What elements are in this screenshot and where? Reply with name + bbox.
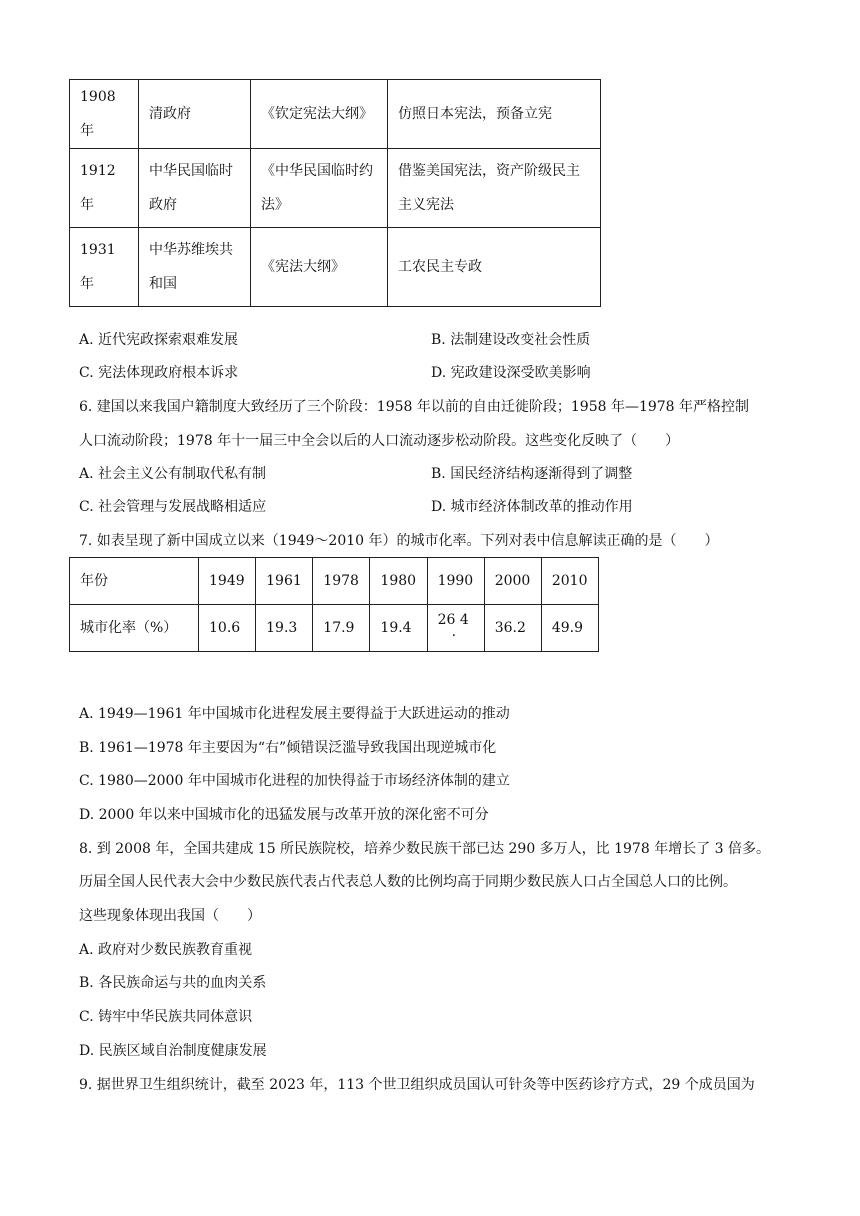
- year-cell: 1949: [199, 558, 256, 605]
- table-cell: [139, 149, 251, 228]
- table-cell: 1908 年: [70, 80, 139, 149]
- header-label: 年份: [70, 558, 199, 605]
- q6-option-c[interactable]: C. 社会管理与发展战略相适应: [79, 499, 267, 515]
- q9-stem-line1: 9. 据世界卫生组织统计，截至 2023 年，113 个世卫组织成员国认可针灸等中医药诊疗方式，29 个成员国为: [79, 1077, 755, 1093]
- q8-stem-line1: 8. 到 2008 年，全国共建成 15 所民族院校，培养少数民族干部已达 290 多万人，比 1978 年增长了 3 倍多。: [79, 841, 771, 857]
- table-row: [70, 149, 601, 228]
- q7-option-d[interactable]: D. 2000 年以来中国城市化的迅猛发展与改革开放的深化密不可分: [79, 807, 489, 823]
- table-row: [70, 605, 599, 652]
- year-cell: 2000: [484, 558, 541, 605]
- q8-option-b[interactable]: B. 各民族命运与共的血肉关系: [79, 975, 267, 991]
- q8-option-a[interactable]: A. 政府对少数民族教育重视: [79, 942, 253, 958]
- table-row: [70, 228, 601, 307]
- q8-stem-line2: 历届全国人民代表大会中少数民族代表占代表总人数的比例均高于同期少数民族人口占全国总人口的比例。: [79, 874, 737, 890]
- table-cell: [388, 149, 601, 228]
- year-cell: 1990: [427, 558, 484, 605]
- table-cell: 工农民主专政: [388, 228, 601, 307]
- cell-text: 中华苏维埃共和国: [149, 242, 233, 292]
- rate-cell: 19.4: [370, 605, 427, 652]
- q7-stem: 7. 如表呈现了新中国成立以来（1949～2010 年）的城市化率。下列对表中信息解读正确的是（ ）: [79, 533, 719, 549]
- table-row: [70, 558, 599, 605]
- q5-option-c[interactable]: C. 宪法体现政府根本诉求: [79, 365, 239, 381]
- table-cell: [139, 228, 251, 307]
- table-cell: 清政府: [139, 80, 251, 149]
- q5-option-d[interactable]: D. 宪政建设深受欧美影响: [431, 365, 591, 381]
- q8-stem-line3: 这些现象体现出我国（ ）: [79, 908, 261, 924]
- rate-cell: 19.3: [256, 605, 313, 652]
- constitution-table: [69, 79, 601, 307]
- year-cell: 1978: [313, 558, 370, 605]
- table-cell: [251, 149, 388, 228]
- cell-text: 中华民国临时政府: [149, 163, 233, 213]
- q6-option-a[interactable]: A. 社会主义公有制取代私有制: [79, 466, 267, 482]
- year-cell: 1961: [256, 558, 313, 605]
- table-cell: 《钦定宪法大纲》: [251, 80, 388, 149]
- rate-cell: 10.6: [199, 605, 256, 652]
- row-label: 城市化率（%）: [70, 605, 199, 652]
- q5-option-a[interactable]: A. 近代宪政探索艰难发展: [79, 332, 239, 348]
- table-cell: 仿照日本宪法，预备立宪: [388, 80, 601, 149]
- table-row: [70, 80, 601, 149]
- rate-value: 26 4: [437, 612, 469, 628]
- rate-cell: 17.9: [313, 605, 370, 652]
- q6-stem-line1: 6. 建国以来我国户籍制度大致经历了三个阶段：1958 年以前的自由迁徙阶段；1958 年—1978 年严格控制: [79, 399, 750, 415]
- rate-cell: 49.9: [541, 605, 598, 652]
- q6-stem-line2: 人口流动阶段；1978 年十一届三中全会以后的人口流动逐步松动阶段。这些变化反映了（ ）: [79, 433, 680, 449]
- year-cell: 2010: [541, 558, 598, 605]
- table-cell: 《宪法大纲》: [251, 228, 388, 307]
- dot-mark: ·: [451, 628, 457, 644]
- cell-text: 《中华民国临时约法》: [261, 163, 373, 213]
- q8-option-d[interactable]: D. 民族区域自治制度健康发展: [79, 1043, 267, 1059]
- q7-option-c[interactable]: C. 1980—2000 年中国城市化进程的加快得益于市场经济体制的建立: [79, 773, 510, 789]
- q5-option-b[interactable]: B. 法制建设改变社会性质: [431, 332, 591, 348]
- q8-option-c[interactable]: C. 铸牢中华民族共同体意识: [79, 1009, 253, 1025]
- q6-option-d[interactable]: D. 城市经济体制改革的推动作用: [431, 499, 633, 515]
- q7-option-a[interactable]: A. 1949—1961 年中国城市化进程发展主要得益于大跃进运动的推动: [79, 706, 510, 722]
- q6-option-b[interactable]: B. 国民经济结构逐渐得到了调整: [431, 466, 633, 482]
- q7-option-b[interactable]: B. 1961—1978 年主要因为“右”倾错误泛滥导致我国出现逆城市化: [79, 740, 497, 756]
- year-cell: 1980: [370, 558, 427, 605]
- rate-cell: 36.2: [484, 605, 541, 652]
- urbanization-table: [69, 557, 599, 652]
- table-cell: 1912 年: [70, 149, 139, 228]
- table-cell: 1931 年: [70, 228, 139, 307]
- rate-cell: [427, 605, 484, 652]
- cell-text: 借鉴美国宪法，资产阶级民主主义宪法: [398, 163, 580, 213]
